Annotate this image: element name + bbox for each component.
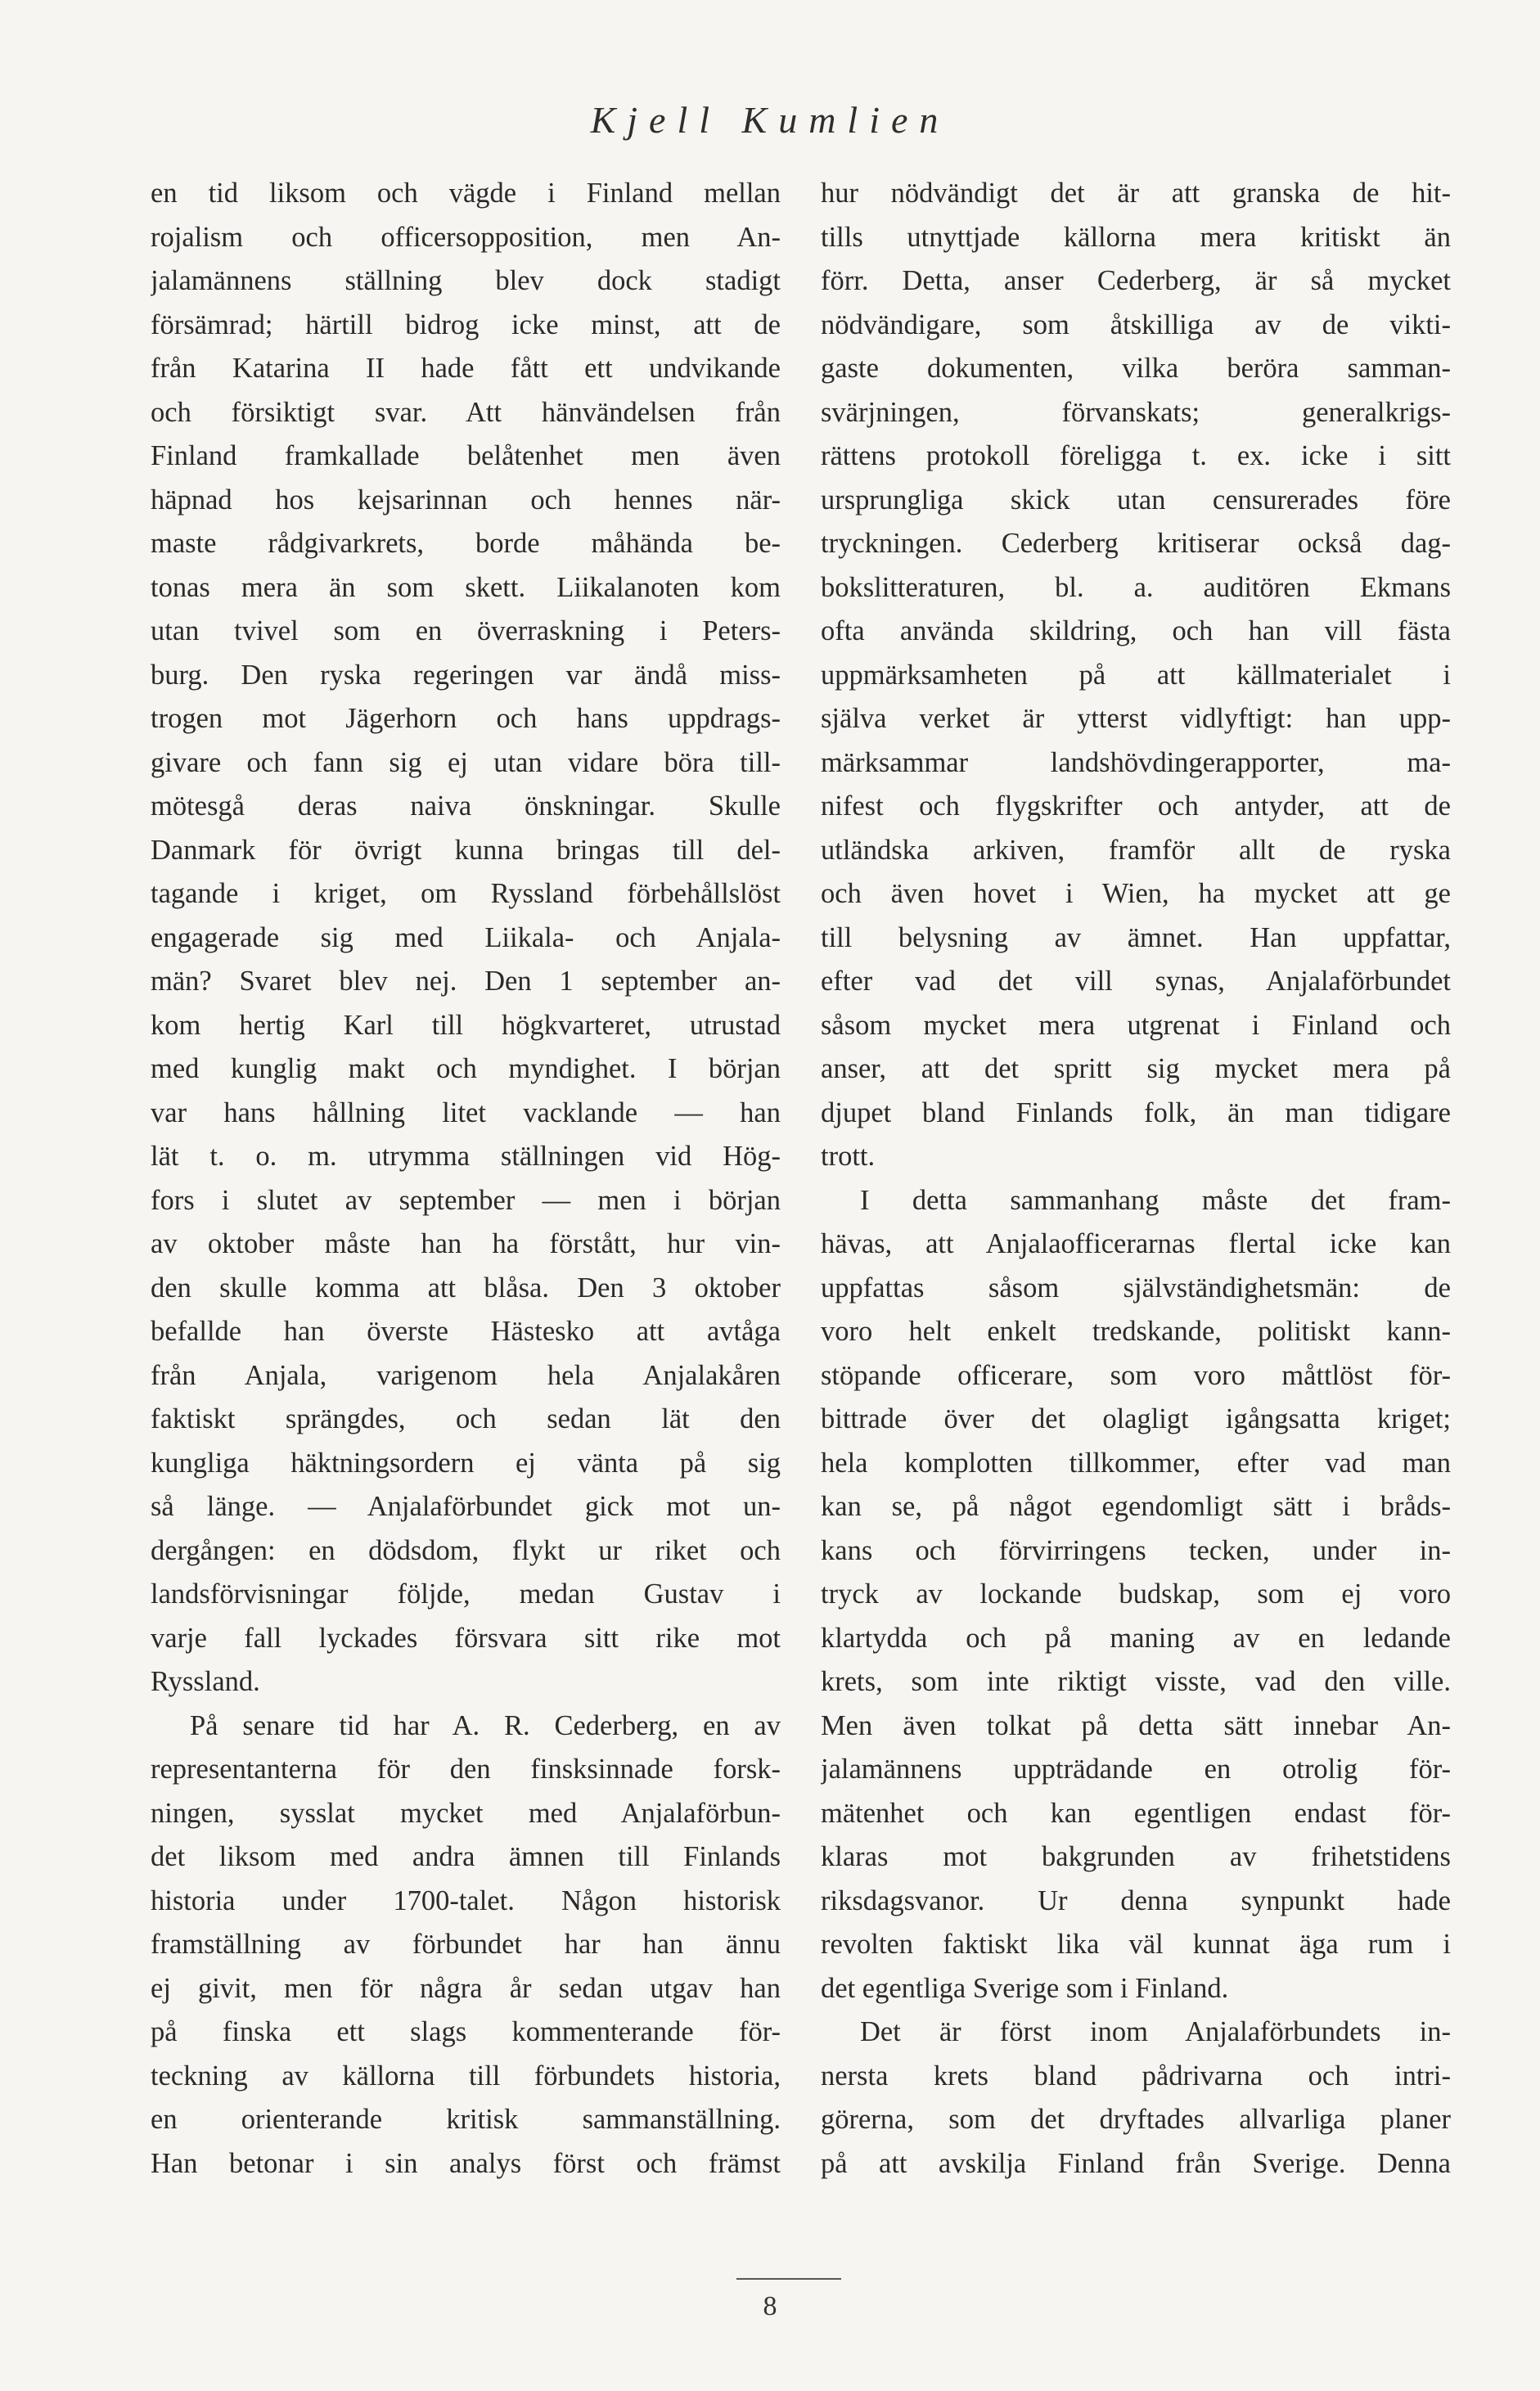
text-line: görerna, som det dryftades allvarliga planer [821, 2104, 1451, 2135]
text-line: krets, som inte riktigt visste, vad den ville. [821, 1666, 1451, 1697]
text-line: själva verket är ytterst vidlyftigt: han upp- [821, 703, 1451, 734]
text-line: befallde han överste Hästesko att avtåga [151, 1316, 781, 1347]
text-line: engagerade sig med Liikala- och Anjala- [151, 921, 781, 953]
text-line: trott. [821, 1141, 876, 1172]
text-line: tills utnyttjade källorna mera kritiskt än [821, 221, 1451, 253]
text-line: av oktober måste han ha förstått, hur vin- [151, 1228, 781, 1259]
footer-rule [736, 2278, 841, 2280]
text-line: tagande i kriget, om Ryssland förbehållslöst [151, 878, 781, 909]
text-line: efter vad det vill synas, Anjalaförbundet [821, 966, 1451, 997]
text-line: hur nödvändigt det är att granska de hit- [821, 178, 1451, 209]
text-line: kans och förvirringens tecken, under in- [821, 1534, 1451, 1566]
text-line: Det är först inom Anjalaförbundets in- [860, 2016, 1451, 2047]
text-line: en tid liksom och vägde i Finland mellan [151, 178, 781, 209]
text-line: nifest och flygskrifter och antyder, att de [821, 790, 1451, 822]
text-line: tonas mera än som skett. Liikalanoten kom [151, 571, 781, 603]
text-line: utan tvivel som en överraskning i Peters- [151, 615, 781, 646]
text-line: Danmark för övrigt kunna bringas till del- [151, 834, 781, 866]
text-line: revolten faktiskt lika väl kunnat äga rum i [821, 1929, 1451, 1960]
running-header: Kjell Kumlien [590, 99, 950, 141]
text-line: representanterna för den finsksinnade forsk- [151, 1754, 781, 1785]
text-line: kan se, på något egendomligt sätt i bråds- [821, 1491, 1451, 1522]
text-line: och försiktigt svar. Att hänvändelsen från [151, 396, 781, 428]
text-line: Men även tolkat på detta sätt innebar An- [821, 1709, 1451, 1741]
text-line: maste rådgivarkrets, borde måhända be- [151, 528, 781, 559]
right-column [821, 172, 1451, 2186]
text-line: häpnad hos kejsarinnan och hennes när- [151, 484, 781, 516]
text-line: På senare tid har A. R. Cederberg, en av [190, 1709, 781, 1741]
text-line: till belysning av ämnet. Han uppfattar, [821, 921, 1451, 953]
text-line: svärjningen, förvanskats; generalkrigs- [821, 396, 1451, 428]
text-line: från Katarina II hade fått ett undvikande [151, 353, 781, 384]
text-line: förr. Detta, anser Cederberg, är så mycket [821, 265, 1451, 296]
text-line: en orienterande kritisk sammanställning. [151, 2104, 781, 2135]
text-line: anser, att det spritt sig mycket mera på [821, 1053, 1451, 1084]
text-line: utländska arkiven, framför allt de ryska [821, 834, 1451, 866]
text-line: framställning av förbundet har han ännu [151, 1929, 781, 1960]
text-line: mötesgå deras naiva önskningar. Skulle [151, 790, 781, 822]
text-line: det liksom med andra ämnen till Finlands [151, 1841, 781, 1872]
text-line: gaste dokumenten, vilka beröra samman- [821, 353, 1451, 384]
text-line: kom hertig Karl till högkvarteret, utrustad [151, 1009, 781, 1041]
text-line: uppmärksamheten på att källmaterialet i [821, 659, 1451, 691]
page-number: 8 [763, 2291, 777, 2321]
text-line: ej givit, men för några år sedan utgav han [151, 1972, 781, 2004]
text-line: trogen mot Jägerhorn och hans uppdrags- [151, 703, 781, 734]
text-line: märksammar landshövdingerapporter, ma- [821, 746, 1451, 778]
text-line: historia under 1700-talet. Någon historisk [151, 1884, 781, 1916]
text-line: rojalism och officersopposition, men An- [151, 221, 781, 253]
text-line: på finska ett slags kommenterande för- [151, 2016, 781, 2047]
text-line: ningen, sysslat mycket med Anjalaförbun- [151, 1797, 781, 1829]
text-line: ofta använda skildring, och han vill fästa [821, 615, 1451, 646]
text-line: på att avskilja Finland från Sverige. Denna [821, 2147, 1451, 2179]
text-line: män? Svaret blev nej. Den 1 september an- [151, 966, 781, 997]
text-line: I detta sammanhang måste det fram- [860, 1184, 1451, 1216]
text-line: försämrad; härtill bidrog icke minst, att de [151, 308, 781, 340]
text-line: kungliga häktningsordern ej vänta på sig [151, 1447, 781, 1479]
text-line: burg. Den ryska regeringen var ändå miss- [151, 659, 781, 691]
text-line: tryck av lockande budskap, som ej voro [821, 1578, 1451, 1610]
text-line: tryckningen. Cederberg kritiserar också dag- [821, 528, 1451, 559]
text-line: givare och fann sig ej utan vidare böra till- [151, 746, 781, 778]
text-line: varje fall lyckades försvara sitt rike mot [151, 1622, 781, 1654]
text-line: dergången: en dödsdom, flykt ur riket och [151, 1534, 781, 1566]
text-line: stöpande officerare, som voro måttlöst för- [821, 1359, 1451, 1391]
text-line: jalamännens ställning blev dock stadigt [151, 265, 781, 296]
text-line: Finland framkallade belåtenhet men även [151, 440, 781, 471]
text-line: landsförvisningar följde, medan Gustav i [151, 1578, 781, 1610]
text-line: djupet bland Finlands folk, än man tidigare [821, 1096, 1451, 1128]
text-line: fors i slutet av september — men i början [151, 1184, 781, 1216]
text-line: bittrade över det olagligt igångsatta kriget; [821, 1403, 1451, 1434]
text-line: uppfattas såsom självständighetsmän: de [821, 1272, 1451, 1304]
text-line: så länge. — Anjalaförbundet gick mot un- [151, 1491, 781, 1522]
text-line: och även hovet i Wien, ha mycket att ge [821, 878, 1451, 909]
text-line: det egentliga Sverige som i Finland. [821, 1972, 1229, 2004]
text-line: klartydda och på maning av en ledande [821, 1622, 1451, 1654]
text-line: klaras mot bakgrunden av frihetstidens [821, 1841, 1451, 1872]
text-line: riksdagsvanor. Ur denna synpunkt hade [821, 1884, 1451, 1916]
text-line: nödvändigare, som åtskilliga av de vikti- [821, 308, 1451, 340]
text-line: lät t. o. m. utrymma ställningen vid Hög- [151, 1141, 781, 1172]
text-line: hävas, att Anjalaofficerarnas flertal icke kan [821, 1228, 1451, 1259]
text-line: Han betonar i sin analys först och främst [151, 2147, 781, 2179]
text-line: teckning av källorna till förbundets historia, [151, 2060, 781, 2092]
text-line: från Anjala, varigenom hela Anjalakåren [151, 1359, 781, 1391]
text-line: hela komplotten tillkommer, efter vad man [821, 1447, 1451, 1479]
text-line: jalamännens uppträdande en otrolig för- [821, 1754, 1451, 1785]
text-line: Ryssland. [151, 1666, 260, 1697]
text-line: faktiskt sprängdes, och sedan lät den [151, 1403, 781, 1434]
text-line: ursprungliga skick utan censurerades före [821, 484, 1451, 516]
text-line: voro helt enkelt tredskande, politiskt kann- [821, 1316, 1451, 1347]
text-line: den skulle komma att blåsa. Den 3 oktober [151, 1272, 781, 1304]
left-column [151, 172, 781, 2186]
text-line: med kunglig makt och myndighet. I början [151, 1053, 781, 1084]
text-line: rättens protokoll föreligga t. ex. icke i sitt [821, 440, 1451, 471]
text-line: mätenhet och kan egentligen endast för- [821, 1797, 1451, 1829]
text-line: såsom mycket mera utgrenat i Finland och [821, 1009, 1451, 1041]
text-line: var hans hållning litet vacklande — han [151, 1096, 781, 1128]
text-line: nersta krets bland pådrivarna och intri- [821, 2060, 1451, 2092]
text-line: bokslitteraturen, bl. a. auditören Ekmans [821, 571, 1451, 603]
